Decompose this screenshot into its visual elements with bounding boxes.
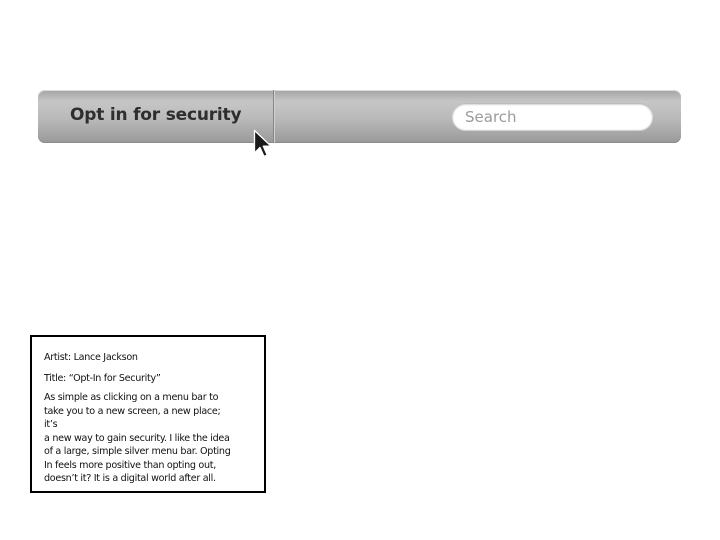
artist-name: Artist: Lance Jackson [44, 352, 138, 363]
arrow-cursor-icon [253, 129, 273, 159]
artwork-title: Title: “Opt-In for Security” [44, 372, 161, 384]
artist-note [30, 335, 266, 493]
search-input[interactable] [452, 103, 653, 130]
menu-bar-title[interactable]: Opt in for security [70, 105, 242, 125]
artwork-description: As simple as clicking on a menu bar to take you to a new screen, a new place; it’s a new way to gain security. I like the idea of a large, simple silver menu bar. Opting In feels more positive than opting out, doesn’t it? It is a digital world after all. [44, 392, 231, 484]
menu-bar-divider [273, 90, 274, 143]
menu-bar [38, 90, 681, 143]
